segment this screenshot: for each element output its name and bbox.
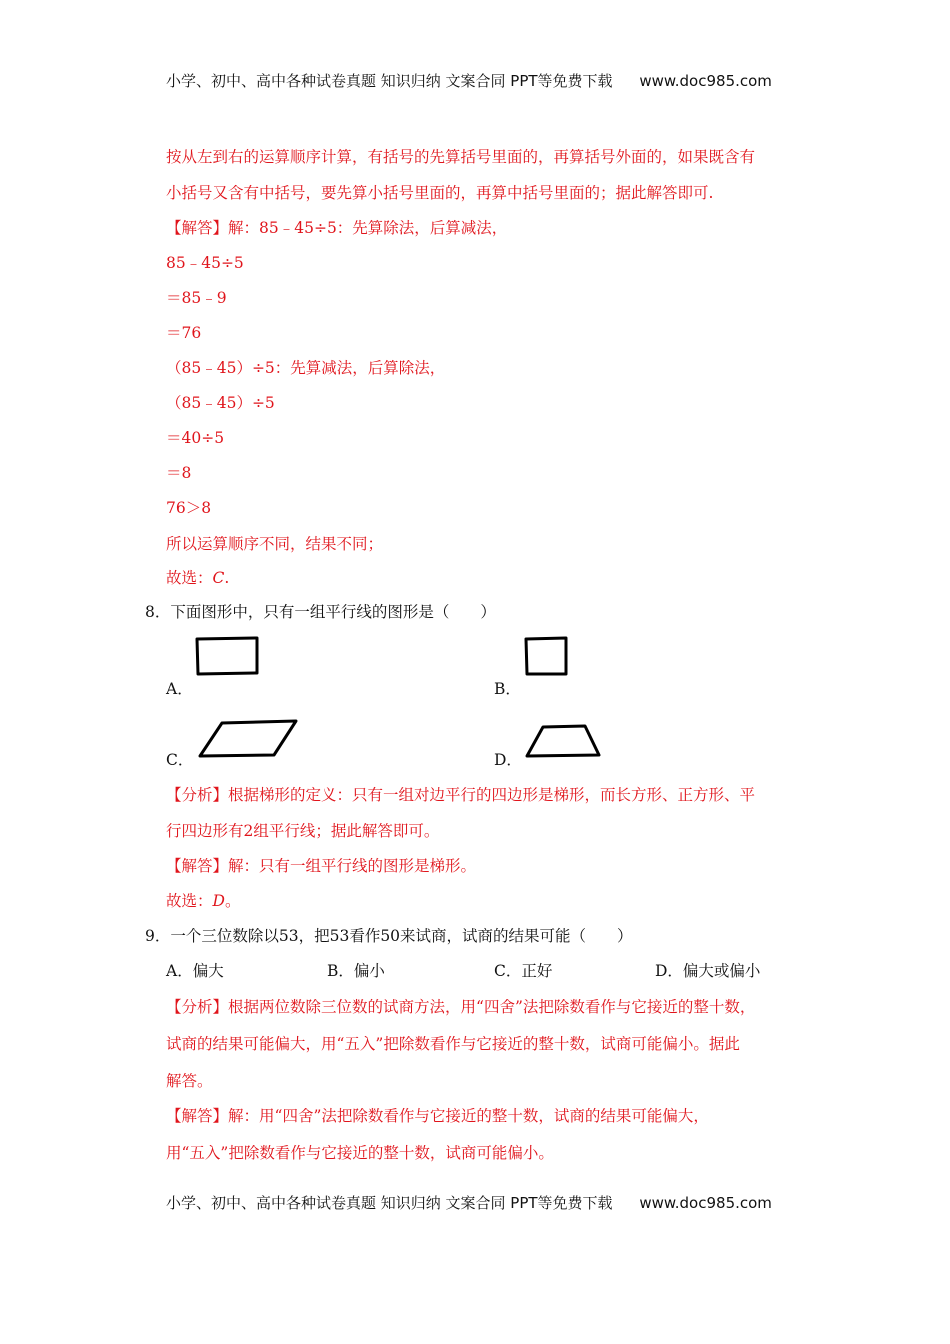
- rectangle-shape-icon: [195, 636, 261, 678]
- analysis-tag: 【分析】: [166, 786, 229, 804]
- q9-analysis-2: 试商的结果可能偏大，用“五入”把除数看作与它接近的整十数，试商可能偏小。据此: [166, 1035, 740, 1053]
- q9-option-b[interactable]: B．偏小: [327, 962, 385, 980]
- answer-lead: 解：85﹣45÷5：先算除法，后算减法，: [228, 219, 508, 237]
- trapezoid-shape-icon: [525, 723, 603, 759]
- question-stem: 下面图形中，只有一组平行线的图形是（ ）: [170, 603, 496, 621]
- answer-text: 解：只有一组平行线的图形是梯形。: [228, 857, 477, 875]
- q8-answer: [166, 856, 476, 876]
- answer-tag: 【解答】: [166, 1107, 229, 1125]
- q9-option-d[interactable]: D．偏大或偏小: [655, 962, 761, 980]
- q8-stem: [145, 602, 496, 622]
- parallelogram-shape-icon: [198, 718, 300, 760]
- analysis-text: 根据两位数除三位数的试商方法，用“四舍”法把除数看作与它接近的整十数，: [228, 998, 756, 1016]
- question-number: 8．: [145, 603, 171, 621]
- q7-step: ＝40÷5: [166, 429, 225, 447]
- q7-step: ＝8: [166, 464, 192, 482]
- q7-analysis-line-2: 小括号又含有中括号，要先算小括号里面的，再算中括号里面的；据此解答即可.: [166, 184, 714, 202]
- q8-analysis-2: 行四边形有2组平行线；据此解答即可。: [166, 822, 440, 840]
- q8-choice: [166, 891, 240, 911]
- q9-answer-2: 用“五入”把除数看作与它接近的整十数，试商可能偏小。: [166, 1144, 554, 1162]
- page-header: [166, 70, 772, 91]
- header-url[interactable]: www.doc985.com: [639, 72, 772, 90]
- q7-step: ＝85﹣9: [166, 289, 227, 307]
- q7-step: ＝76: [166, 324, 202, 342]
- q8-option-d-label[interactable]: D．: [494, 751, 522, 769]
- q7-step: （85﹣45）÷5：先算减法，后算除法，: [166, 359, 446, 377]
- q9-answer-1: [166, 1106, 709, 1126]
- footer-text: 小学、初中、高中各种试卷真题 知识归纳 文案合同 PPT等免费下载: [166, 1194, 613, 1212]
- answer-tag: 【解答】: [166, 857, 229, 875]
- analysis-tag: 【分析】: [166, 998, 229, 1016]
- analysis-text: 根据梯形的定义：只有一组对边平行的四边形是梯形，而长方形、正方形、平: [228, 786, 756, 804]
- answer-text: 解：用“四舍”法把除数看作与它接近的整十数，试商的结果可能偏大，: [228, 1107, 709, 1125]
- q7-step: 76＞8: [166, 499, 212, 517]
- q8-option-a-label[interactable]: A．: [166, 680, 193, 698]
- choice-letter: C: [212, 569, 225, 587]
- header-text: 小学、初中、高中各种试卷真题 知识归纳 文案合同 PPT等免费下载: [166, 72, 613, 90]
- footer-url[interactable]: www.doc985.com: [639, 1194, 772, 1212]
- choice-prefix: 故选：: [166, 892, 213, 910]
- choice-suffix: 。: [224, 892, 241, 910]
- q7-step: 所以运算顺序不同，结果不同；: [166, 535, 384, 553]
- choice-suffix: .: [224, 569, 230, 587]
- q8-analysis-1: [166, 785, 755, 805]
- question-stem: 一个三位数除以53，把53看作50来试商，试商的结果可能（ ）: [170, 927, 633, 945]
- question-number: 9．: [145, 927, 171, 945]
- q8-option-c-label[interactable]: C．: [166, 751, 194, 769]
- q9-analysis-3: 解答。: [166, 1072, 213, 1090]
- q8-option-b-label[interactable]: B．: [494, 680, 521, 698]
- q9-stem: [145, 926, 633, 946]
- q7-answer: [166, 218, 507, 238]
- square-shape-icon: [524, 636, 570, 678]
- page-footer: [166, 1192, 772, 1213]
- q7-choice: [166, 568, 229, 588]
- q9-option-a[interactable]: A．偏大: [166, 962, 224, 980]
- q7-step: 85﹣45÷5: [166, 254, 244, 272]
- answer-tag: 【解答】: [166, 219, 229, 237]
- choice-prefix: 故选：: [166, 569, 213, 587]
- q7-step: （85﹣45）÷5: [166, 394, 275, 412]
- q9-option-c[interactable]: C．正好: [494, 962, 553, 980]
- choice-letter: D: [212, 892, 225, 910]
- q7-analysis-line-1: 按从左到右的运算顺序计算，有括号的先算括号里面的，再算括号外面的，如果既含有: [166, 148, 756, 166]
- q9-analysis-1: [166, 997, 755, 1017]
